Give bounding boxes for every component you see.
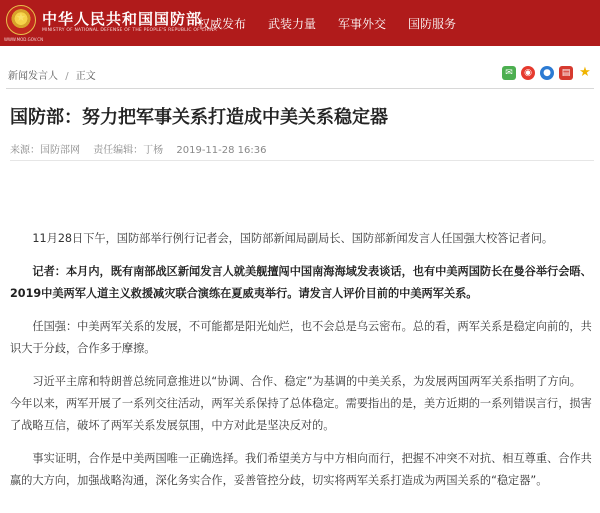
breadcrumb [8,67,96,82]
share-bar [502,66,592,80]
article-title: 国防部：努力把军事关系打造成中美关系稳定器 [10,107,388,128]
article-paragraph: 11月28日下午，国防部举行例行记者会，国防部新闻局副局长、国防部新闻发言人任国强大校答记者问。 [32,232,554,245]
article-paragraph: 任国强：中美两军关系的发展，不可能都是阳光灿烂，也不会总是乌云密布。总的看，两军关系是稳定向前的，共识大于分歧，合作多于摩擦。 [10,320,592,355]
national-emblem-icon[interactable]: ★ [6,5,36,35]
article-paragraph: 事实证明，合作是中美两国唯一正确选择。我们希望美方与中方相向而行，把握不冲突不对抗、相互尊重、合作共赢的大方向，加强战略沟通，深化务实合作，妥善管控分歧，切实将两军关系打造成为两国关系的“稳定器”。 [10,452,592,487]
article-body [10,228,592,503]
site-title[interactable]: 中华人民共和国国防部 [42,10,203,28]
site-header [0,0,600,46]
breadcrumb-current: 正文 [75,71,96,82]
divider [10,160,594,161]
breadcrumb-separator: / [65,71,69,82]
nav-item-defense-services[interactable]: 国防服务 [408,16,457,31]
site-url: WWW.MOD.GOV.CN [4,37,44,42]
weibo-icon[interactable]: ◉ [521,66,535,80]
article-source[interactable]: 来源：国防部网 [10,145,80,156]
breadcrumb-section[interactable]: 新闻发言人 [8,71,58,82]
article-editor: 责任编辑：丁杨 [93,145,164,156]
qq-icon[interactable]: ● [540,66,554,80]
nav-item-authoritative-release[interactable]: 权威发布 [198,16,247,31]
site-subtitle: MINISTRY OF NATIONAL DEFENSE OF THE PEOPLE'S REPUBLIC OF CHINA [42,28,217,33]
pdf-icon[interactable]: ▤ [559,66,573,80]
main-nav [198,0,478,46]
article-paragraph: 习近平主席和特朗普总统同意推进以“协调、合作、稳定”为基调的中美关系，为发展两国两军关系指明了方向。今年以来，两军开展了一系列交往活动，两军关系保持了总体稳定。需要指出的是，美方近期的一系列错误言行，损害了战略互信，破坏了两军关系发展氛围，中方对此是坚决反对的。 [10,375,592,432]
wechat-icon[interactable]: ✉ [502,66,516,80]
nav-item-armed-forces[interactable]: 武装力量 [268,16,317,31]
favorite-icon[interactable]: ★ [579,65,591,80]
nav-item-military-diplomacy[interactable]: 军事外交 [338,16,387,31]
divider [6,88,594,89]
article-datetime: 2019-11-28 16:36 [176,145,267,156]
article-question: 记者：本月内，既有南部战区新闻发言人就美舰擅闯中国南海海域发表谈话，也有中美两国防长在曼谷举行会晤、2019中美两军人道主义救援减灾联合演练在夏威夷举行。请发言人评价目前的中美两军关系。 [10,265,592,300]
article-meta [10,141,277,156]
breadcrumb-row [6,66,594,84]
